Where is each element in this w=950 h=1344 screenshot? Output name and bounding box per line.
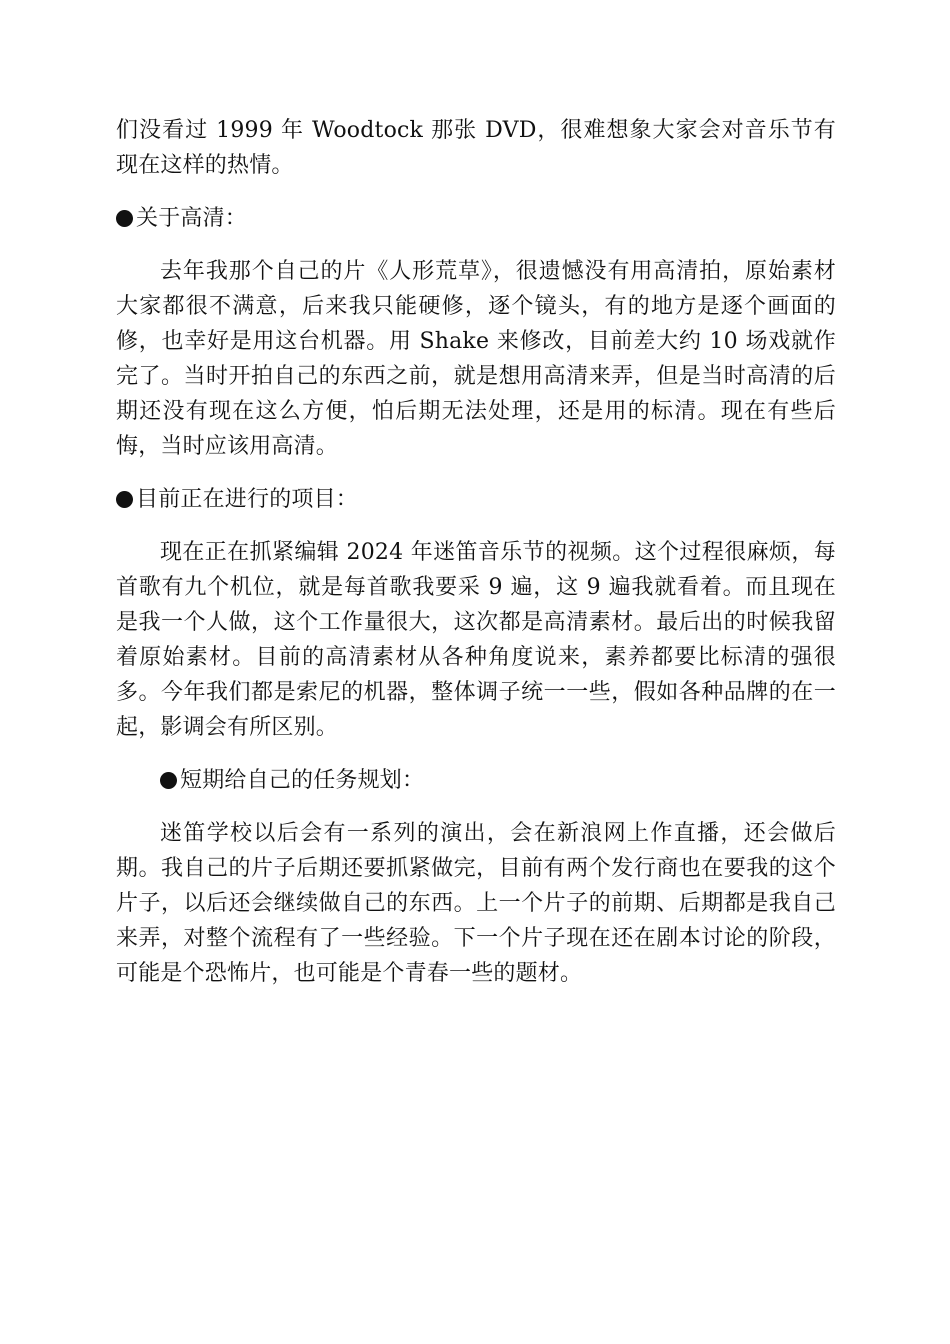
section-heading-project bbox=[116, 482, 836, 517]
document-body bbox=[116, 113, 836, 1009]
bullet-icon bbox=[116, 491, 133, 508]
section-heading-plan-label: 短期给自己的任务规划： bbox=[180, 768, 425, 793]
intro-paragraph: 们没看过 1999 年 Woodtock 那张 DVD，很难想象大家会对音乐节有现在这样的热情。 bbox=[116, 118, 836, 178]
section-heading-plan bbox=[116, 763, 836, 798]
section-heading-project-label: 目前正在进行的项目： bbox=[136, 487, 359, 512]
section-heading-hd bbox=[116, 201, 836, 236]
hd-paragraph: 去年我那个自己的片《人形荒草》，很遗憾没有用高清拍，原始素材大家都很不满意，后来我只能硬修，逐个镜头，有的地方是逐个画面的修，也幸好是用这台机器。用 Shake 来修改，目前差大约 10 场戏就作完了。当时开拍自己的东西之前，就是想用高清来弄，但是当时高清的后期还没有现在这么方便，怕后期无法处理，还是用的标清。现在有些后悔，当时应该用高清。 bbox=[116, 259, 836, 459]
section-heading-hd-label: 关于高清： bbox=[136, 206, 248, 231]
plan-paragraph: 迷笛学校以后会有一系列的演出，会在新浪网上作直播，还会做后期。我自己的片子后期还要抓紧做完，目前有两个发行商也在要我的这个片子，以后还会继续做自己的东西。上一个片子的前期、后期都是我自己来弄，对整个流程有了一些经验。下一个片子现在还在剧本讨论的阶段，可能是个恐怖片，也可能是个青春一些的题材。 bbox=[116, 821, 836, 986]
project-paragraph: 现在正在抓紧编辑 2024 年迷笛音乐节的视频。这个过程很麻烦，每首歌有九个机位，就是每首歌我要采 9 遍，这 9 遍我就看着。而且现在是我一个人做，这个工作量很大，这次都是高清素材。最后出的时候我留着原始素材。目前的高清素材从各种角度说来，素养都要比标清的强很多。今年我们都是索尼的机器，整体调子统一一些，假如各种品牌的在一起，影调会有所区别。 bbox=[116, 540, 836, 740]
bullet-icon bbox=[116, 210, 133, 227]
bullet-icon bbox=[160, 772, 177, 789]
